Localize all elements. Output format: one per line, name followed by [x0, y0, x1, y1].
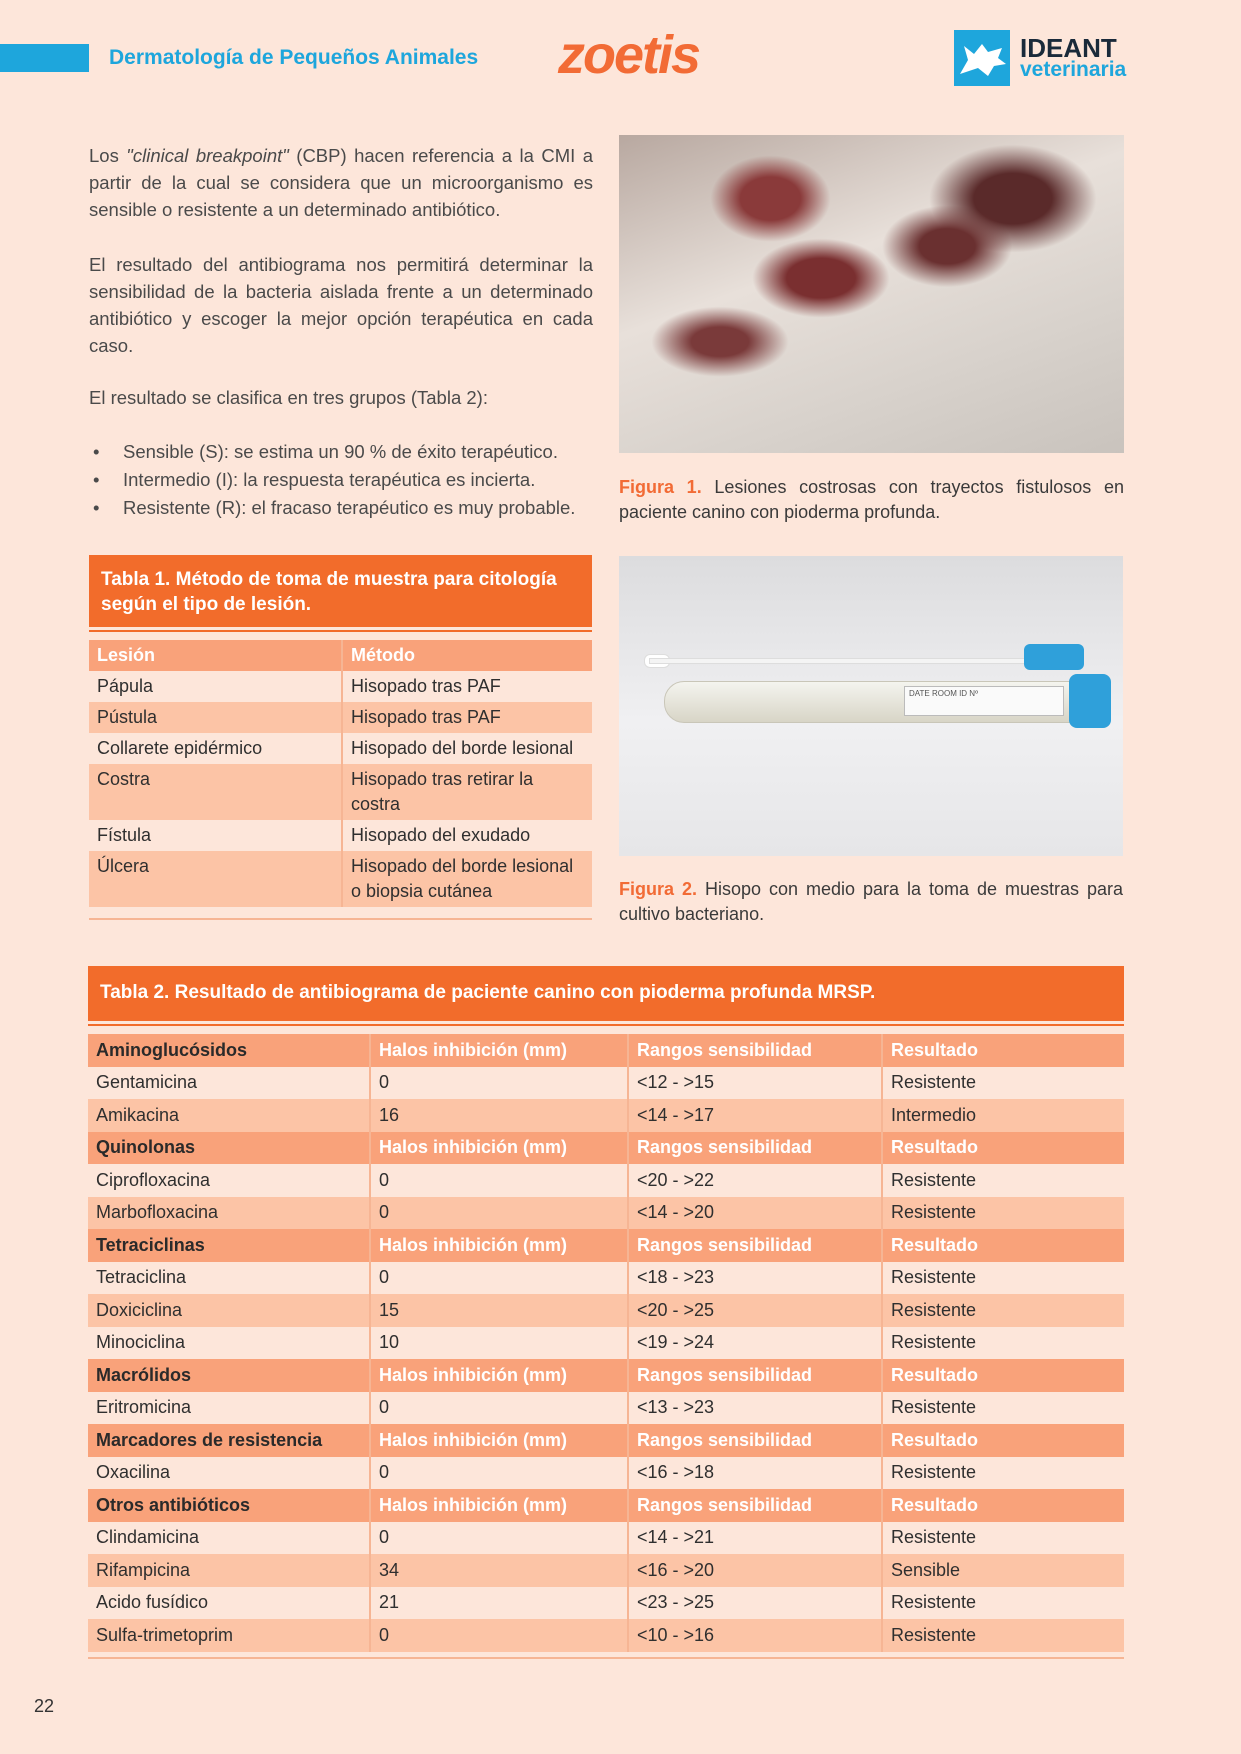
table-cell: Resistente [882, 1197, 1124, 1230]
table-row [88, 1099, 1124, 1132]
table-cell: Amikacina [88, 1099, 370, 1132]
table-header-row [89, 640, 592, 671]
table-cell: <19 - >24 [628, 1327, 882, 1360]
table-cell: Acido fusídico [88, 1587, 370, 1620]
table-header-cell: Halos inhibición (mm) [370, 1132, 628, 1165]
veterinaria-wordmark: veterinaria [1020, 58, 1127, 81]
table-cell: <20 - >25 [628, 1294, 882, 1327]
table-header-cell: Rangos sensibilidad [628, 1132, 882, 1165]
table-cell: Resistente [882, 1294, 1124, 1327]
table-header-cell: Método [342, 640, 592, 671]
figure-2-label: Figura 2. [619, 879, 697, 899]
table-row [89, 702, 592, 733]
table-cell: Resistente [882, 1457, 1124, 1490]
table-cell: Resistente [882, 1619, 1124, 1652]
table-group-header-row [88, 1359, 1124, 1392]
table-cell: Resistente [882, 1587, 1124, 1620]
page-number: 22 [34, 1696, 55, 1716]
table-header-cell: Resultado [882, 1229, 1124, 1262]
table-cell: Resistente [882, 1262, 1124, 1295]
table-cell: Ciprofloxacina [88, 1164, 370, 1197]
header-accent-bar [0, 44, 89, 72]
table-group-header-row [88, 1132, 1124, 1165]
table-header-cell: Resultado [882, 1034, 1124, 1067]
table-cell: 21 [370, 1587, 628, 1620]
table-cell: Sensible [882, 1554, 1124, 1587]
divider [88, 1024, 1124, 1026]
intro-paragraph-1 [89, 142, 593, 223]
table-cell: Sulfa-trimetoprim [88, 1619, 370, 1652]
table-row [88, 1294, 1124, 1327]
figure-1-caption [619, 475, 1124, 525]
table-cell: Minociclina [88, 1327, 370, 1360]
table-row [89, 820, 592, 851]
table-cell: <20 - >22 [628, 1164, 882, 1197]
table-cell: 0 [370, 1164, 628, 1197]
table-cell: Hisopado del exudado [342, 820, 592, 851]
table-cell: 10 [370, 1327, 628, 1360]
table-cell: 0 [370, 1619, 628, 1652]
table-cell: Hisopado del borde lesional [342, 733, 592, 764]
table-row [89, 671, 592, 702]
table-header-cell: Rangos sensibilidad [628, 1424, 882, 1457]
table-cell: Tetraciclina [88, 1262, 370, 1295]
list-item: • Sensible (S): se estima un 90 % de éxito terapéutico. [123, 438, 643, 466]
table-cell: 16 [370, 1099, 628, 1132]
table-header-cell: Rangos sensibilidad [628, 1229, 882, 1262]
table-group-header-row [88, 1424, 1124, 1457]
table-cell: 15 [370, 1294, 628, 1327]
ideant-dog-logo-icon [954, 30, 1010, 86]
table-cell: <14 - >17 [628, 1099, 882, 1132]
table-cell: <18 - >23 [628, 1262, 882, 1295]
table-2 [88, 1034, 1124, 1652]
table-cell: Fístula [89, 820, 342, 851]
table-header-cell: Halos inhibición (mm) [370, 1359, 628, 1392]
table-row [89, 851, 592, 907]
table-header-cell: Marcadores de resistencia [88, 1424, 370, 1457]
table-cell: 0 [370, 1457, 628, 1490]
table-header-cell: Macrólidos [88, 1359, 370, 1392]
table-header-cell: Rangos sensibilidad [628, 1489, 882, 1522]
table-cell: Hisopado tras PAF [342, 702, 592, 733]
table-header-cell: Otros antibióticos [88, 1489, 370, 1522]
table-header-cell: Quinolonas [88, 1132, 370, 1165]
table-row [89, 733, 592, 764]
table-row [88, 1327, 1124, 1360]
table-cell: <13 - >23 [628, 1392, 882, 1425]
table-cell: Marbofloxacina [88, 1197, 370, 1230]
p1-pre: Los [89, 145, 127, 166]
intro-paragraph-2: El resultado del antibiograma nos permitirá determinar la sensibilidad de la bacteria aislada frente a un determinado antibiótico y escoger la mejor opción terapéutica en cada caso. [89, 254, 593, 356]
table-1-title: Tabla 1. Método de toma de muestra para citología según el tipo de lesión. [89, 555, 592, 627]
table-header-cell: Resultado [882, 1489, 1124, 1522]
list-item: • Intermedio (I): la respuesta terapéutica es incierta. [123, 466, 643, 494]
table-cell: Oxacilina [88, 1457, 370, 1490]
p1-italic: "clinical breakpoint" [126, 145, 289, 166]
table-header-cell: Tetraciclinas [88, 1229, 370, 1262]
table-group-header-row [88, 1489, 1124, 1522]
table-cell: Intermedio [882, 1099, 1124, 1132]
table-cell: 0 [370, 1197, 628, 1230]
figure-1-caption-text: Lesiones costrosas con trayectos fistulosos en paciente canino con pioderma profunda. [619, 477, 1124, 522]
table-row [88, 1587, 1124, 1620]
table-cell: Gentamicina [88, 1067, 370, 1100]
figure-1-label: Figura 1. [619, 477, 702, 497]
table-cell: Rifampicina [88, 1554, 370, 1587]
table-row [88, 1392, 1124, 1425]
tube-label: DATE ROOM ID Nº [904, 686, 1064, 716]
table-group-header-row [88, 1229, 1124, 1262]
divider [88, 1657, 1124, 1659]
table-cell: <16 - >20 [628, 1554, 882, 1587]
table-cell: Resistente [882, 1067, 1124, 1100]
table-header-cell: Aminoglucósidos [88, 1034, 370, 1067]
table-row [88, 1262, 1124, 1295]
table-header-cell: Halos inhibición (mm) [370, 1034, 628, 1067]
table-cell: <16 - >18 [628, 1457, 882, 1490]
divider [89, 630, 592, 632]
table-cell: <23 - >25 [628, 1587, 882, 1620]
table-cell: Pústula [89, 702, 342, 733]
table-row [88, 1522, 1124, 1555]
table-cell: 34 [370, 1554, 628, 1587]
table-header-cell: Halos inhibición (mm) [370, 1424, 628, 1457]
table-group-header-row [88, 1034, 1124, 1067]
table-row [88, 1067, 1124, 1100]
table-row [88, 1457, 1124, 1490]
result-groups-list [89, 438, 643, 522]
figure-2-caption-text: Hisopo con medio para la toma de muestras para cultivo bacteriano. [619, 879, 1123, 924]
figure-2-caption [619, 877, 1123, 927]
table-cell: Pápula [89, 671, 342, 702]
table-header-cell: Halos inhibición (mm) [370, 1489, 628, 1522]
tube-cap [1069, 674, 1111, 728]
table-cell: Hisopado tras retirar la costra [342, 764, 592, 820]
table-2-title: Tabla 2. Resultado de antibiograma de paciente canino con pioderma profunda MRSP. [88, 966, 1124, 1021]
table-cell: Eritromicina [88, 1392, 370, 1425]
table-header-cell: Resultado [882, 1424, 1124, 1457]
table-cell: Resistente [882, 1522, 1124, 1555]
table-header-cell: Halos inhibición (mm) [370, 1229, 628, 1262]
table-cell: Resistente [882, 1327, 1124, 1360]
table-cell: <10 - >16 [628, 1619, 882, 1652]
table-cell: 0 [370, 1262, 628, 1295]
divider [89, 918, 592, 920]
table-1 [89, 640, 592, 907]
table-cell: Collarete epidérmico [89, 733, 342, 764]
table-cell: Hisopado tras PAF [342, 671, 592, 702]
intro-paragraph-3: El resultado se clasifica en tres grupos (Tabla 2): [89, 387, 488, 408]
table-header-cell: Resultado [882, 1359, 1124, 1392]
table-cell: Resistente [882, 1392, 1124, 1425]
table-cell: Hisopado del borde lesional o biopsia cutánea [342, 851, 592, 907]
table-header-cell: Rangos sensibilidad [628, 1359, 882, 1392]
section-title: Dermatología de Pequeños Animales [109, 46, 479, 69]
swab-cap [1024, 644, 1084, 670]
table-cell: <12 - >15 [628, 1067, 882, 1100]
table-cell: Resistente [882, 1164, 1124, 1197]
table-row [89, 764, 592, 820]
table-header-cell: Resultado [882, 1132, 1124, 1165]
list-item: • Resistente (R): el fracaso terapéutico es muy probable. [123, 494, 643, 522]
table-row [88, 1619, 1124, 1652]
table-header-cell: Rangos sensibilidad [628, 1034, 882, 1067]
table-cell: Doxiciclina [88, 1294, 370, 1327]
figure-2-photo [619, 556, 1123, 856]
table-cell: 0 [370, 1392, 628, 1425]
p1-post: (CBP) hacen referencia a la CMI a partir de la cual se considera que un microorganismo es sensible o resistente a un determinado antibiótico. [89, 145, 593, 220]
table-cell: <14 - >20 [628, 1197, 882, 1230]
table-cell: Clindamicina [88, 1522, 370, 1555]
table-cell: 0 [370, 1067, 628, 1100]
figure-1-photo [619, 135, 1124, 453]
table-cell: Úlcera [89, 851, 342, 907]
swab-stick [649, 658, 1031, 664]
ideant-wordmark: IDEANT [1020, 33, 1117, 63]
table-cell: 0 [370, 1522, 628, 1555]
table-row [88, 1164, 1124, 1197]
table-cell: Costra [89, 764, 342, 820]
zoetis-logo: zoetis [558, 25, 700, 85]
table-row [88, 1197, 1124, 1230]
table-header-cell: Lesión [89, 640, 342, 671]
table-row [88, 1554, 1124, 1587]
table-cell: <14 - >21 [628, 1522, 882, 1555]
